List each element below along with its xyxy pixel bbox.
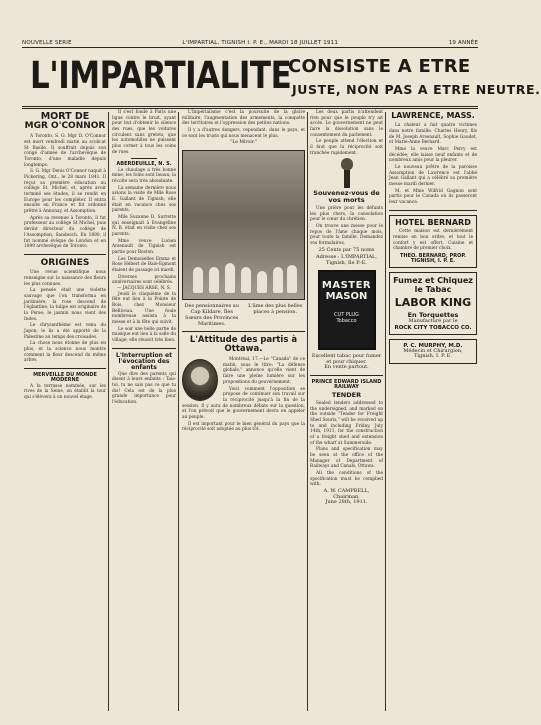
doctor-ad: [389, 339, 477, 364]
series-label: NOUVELLE SERIE: [22, 39, 72, 46]
headline-lawrence: LAWRENCE, MASS.: [391, 111, 475, 120]
photo-caption-2: L'âme des plus belles places à pension.: [248, 303, 303, 316]
hotel-ad: [389, 215, 477, 269]
separator: [24, 368, 106, 369]
article-aberdeuille: [112, 168, 176, 286]
paragraph: Cette maison est dernièrement remise en bon ordre, et tout le confort y est offert. Cuisine et chambre de premier choix.: [393, 229, 473, 252]
doctor-details: Médecin et Chirurgien, Tignish, I. P. E.: [403, 347, 463, 360]
tobacco-tin-ad: [318, 270, 376, 350]
article-imperialisme: [182, 110, 305, 139]
masthead: [22, 50, 541, 106]
paragraph: Sealed tenders addressed to the undersigned, and marked on the outside "Tender for Freight Shed Souris," will be received up to and including Friday, July 14th, 1911, for the construction of a freight shed and extension of the wharf at Summerside.: [310, 401, 383, 446]
photo-captions: [182, 300, 305, 327]
headline-railway: PRINCE EDWARD ISLAND RAILWAY: [311, 378, 382, 390]
headline-tender: TENDER: [331, 391, 362, 400]
hotel-ad-text: [393, 229, 473, 252]
ad-line-2: le Tabac: [414, 285, 452, 295]
paragraph: Il s'est fondé à Paris une ligue contre le bruit, ayant pour but d'obtenir le silence des rues, que les voitures circulent sans grelots, que les automobiles ne puissent plus corner à tous les coins de rues.: [112, 110, 176, 155]
price-line: 25 Cents par 75 noms: [318, 246, 375, 253]
ad-brand-1: MASTER: [321, 280, 372, 292]
masthead-rule-2: [22, 108, 478, 109]
paragraph: S. G. Mgr Denis O'Connor naquit à Pickering, Ont., le 28 mars 1841. Il reçut sa première éducation au collège St. Michel, et, après avoir terminé ses études, il se rendit en Europe pour les compléter. Il entra ensuite en France et fut ordonné prêtre à Annonay, et Assomption.: [24, 169, 106, 215]
signature: "Le Miroir.": [230, 140, 257, 146]
headline-souvenez: Souvenez-vous de vos morts: [313, 189, 380, 205]
ad-maker: ROCK CITY TOBACCO CO.: [394, 324, 472, 331]
ad-caption-2: En vente partout.: [324, 364, 369, 371]
ad-line-1: Fumez et Chiquez: [393, 276, 473, 286]
address-line: Adresse : L'IMPARTIAL, Tignish, Ile P.-E.: [316, 254, 377, 266]
motto-line-2: JUSTE, NON PAS A ETRE NEUTRE.: [292, 82, 541, 97]
article-interruption: [112, 372, 176, 406]
year-label: 19 ANNÉE: [448, 39, 478, 46]
separator: [182, 331, 305, 332]
article-ligue: [112, 110, 176, 155]
article-oconnor: [24, 134, 106, 249]
article-origines: [24, 270, 106, 364]
group-photo: [182, 150, 305, 300]
ad-product: CUT PLUG: [334, 312, 359, 319]
signature-date: June 28th, 1911.: [325, 499, 368, 506]
signature: — JACQUES ARSE, N. S.: [117, 286, 171, 292]
paragraph: Que dire des parents qui disent à leurs enfants : Tais-toi, tu ne sais pas ce que tu dis! Cela est de la plus grande importance pour l'éducation.: [112, 371, 176, 406]
paragraph: A la terrasse nommée, sur les rives de la Seine, on établit la tour qui s'élèvera à un nouvel étage.: [24, 383, 106, 400]
column-2: [112, 110, 176, 713]
headline-merveille: MERVEILLE DU MONDE MODERNE: [33, 372, 97, 384]
signature: A. W. CAMPBELL, Chairman.: [323, 488, 370, 500]
paragraph: La chaleur a fait quatre victimes dans notre famille. Charles Henry, fils de M. Joseph Arsenault, Sophie Gaudet, et Marie-Anne Bernard.: [389, 123, 477, 146]
hotel-proprietor: THEO. BERNARD, PROP. TIGNISH, I. P. E.: [400, 252, 466, 265]
column-3: [182, 110, 305, 713]
paragraph: Les deux partis n'attendent rien pour que le peuple n'y ait accès. Le gouvernement ne peut faire la dissolution sans le consentement du parlement.: [310, 110, 383, 138]
paragraph: Le nouveau prêtre de la paroisse Assomption de Lawrence est l'abbé Jean Gallant qui a célébré sa première messe mardi dernier.: [389, 165, 477, 188]
article-ottawa: [182, 357, 305, 433]
paragraph: Mlle Suzanne D. Surrette qui enseignait à Evangéline N. B. était en visite chez ses parents.: [112, 215, 176, 238]
paragraph: A Toronto, S. G. Mgr D. O'Connor est mort vendredi matin au scolicat St Basile. Il souffrait depuis son congé d'année de l'archevêque de Toronto, d'une maladie depuis longtemps.: [24, 134, 106, 168]
headline-origines: ORIGINES: [40, 257, 90, 268]
issue-line: L'IMPARTIAL, TIGNISH I. P. E., MARDI 18 JUILLET 1911: [182, 39, 339, 46]
header-strip: [22, 38, 478, 47]
paragraph: Le chaulage a très bonne mine; les foins sont beaux; la récolte sera très abondante.: [112, 167, 176, 184]
paragraph: Une prière pour les défunts les plus chers, la consolation pour le cœur du chrétien.: [310, 206, 383, 223]
newspaper-title: L'IMPARTIALITE: [30, 54, 292, 98]
ad-brand: LABOR KING: [394, 296, 472, 310]
ad-line-5: Manufacturé par le: [408, 318, 458, 325]
ad-brand-2: MASON: [325, 291, 368, 303]
portrait-photo: [182, 359, 218, 401]
column-1: [24, 110, 106, 713]
article-lawrence: [389, 123, 477, 205]
paragraph: La pensée était une violette sauvage que l'on transforma en jardinière; la rose descend de l'églantine; la tulipe est originaire de la Perse; le jasmin nous vient des Indes.: [24, 288, 106, 322]
headline-hotel: HOTEL BERNARD: [395, 217, 471, 227]
paragraph: Il y a d'autres dangers, cependant, dans le pays, et ce sont les trusts qui nous menacent le plus.: [182, 128, 305, 139]
article-fete: [112, 292, 176, 344]
headline-ottawa: L'Attitude des partis à Ottawa.: [189, 335, 298, 355]
paragraph: Voici comment l'opposition se propose de continuer son travail sur la réciprocité jusqu'à la fin de la session. Il y aura de nombreux débats sur la question, et l'on prévoit que le gouvernement devra en appeler au peuple.: [182, 386, 305, 420]
paragraph: Montréal, 17.—Le "Canada" de ce matin, sous le titre: "La défense globale," annonce qu'elle vient de faire une pleine lumière sur les propositions du gouvernement.: [223, 357, 305, 385]
article-merveille: [24, 384, 106, 401]
masthead-rule: [22, 106, 478, 107]
labor-king-ad: [389, 272, 477, 335]
paragraph: Le chrysanthème est venu du Japon; le lis a été apporté de la Palestine au temps des croisades.: [24, 323, 106, 340]
ad-product-2: Tobacco: [336, 318, 357, 325]
paragraph: Plans and specification may be seen at the office of the Manager of Department of Railways and Canals, Ottawa.: [310, 447, 383, 470]
motto-line-1: CONSISTE A ETRE: [288, 56, 471, 77]
photo-caption: Des pensionnaires au Cap Kildare, Îles Sœurs des Provinces Maritimes.: [184, 303, 239, 328]
headline-interruption: L'Interruption et l'évocation des enfants: [116, 351, 172, 372]
headline-oconnor-2: MGR O'CONNOR: [24, 120, 106, 131]
paragraph: Diverses prochains anniversaires sont célébrés.: [112, 274, 176, 286]
doctor-name: P. C. MURPHY, M.D.: [403, 342, 463, 349]
paragraph: Le peuple attend l'élection et il faut que la réciprocité soit tranchée rapidement.: [310, 139, 383, 156]
article-partis: [310, 110, 383, 156]
column-4: [310, 110, 383, 713]
paragraph: Après sa revenue à Toronto, il fut professeur au collège St Michel, puis devint directeur du collège de l'Assomption, Sandwich. En 1890, il fut nommé évêque de London et en 1899 archevêque de Toronto.: [24, 215, 106, 250]
paragraph: On trouve une messe pour le repos de l'âme chaque mois, pour toute la famille. Demandez vos formulaires.: [310, 224, 383, 247]
paragraph: Une revue scientifique nous renseigne sur la naissance des fleurs les plus connues.: [24, 270, 106, 287]
separator: [389, 210, 477, 211]
article-souvenez: [310, 206, 383, 247]
separator: [112, 348, 176, 349]
paragraph: All the conditions of the specification must be complied with.: [310, 471, 383, 488]
paragraph: Jeudi le cinquième de la fête eut lieu à la Pointe de Bois, chez Monsieur Belliveau. Une foule nombreuse assista à la messe et à la fête qui suivit.: [112, 291, 176, 326]
paragraph: Mme la veuve Marc Perry est décédée; elle laisse neuf enfants et de nombreux amis pour la pleurer.: [389, 147, 477, 164]
headline-aberdeuille: ABERDEUILLE, N. S.: [116, 161, 172, 168]
separator: [24, 254, 106, 255]
paragraph: Mme veuve Lucien Arsenault de Tignish est partie pour Boston.: [112, 238, 176, 256]
paragraph: La semaine dernière nous avions la visite de Mlle Rose E. Gallant de Tignish; elle était en vacance chez ses parents.: [112, 185, 176, 214]
paragraph: M. et Mme Wilfrid Gagnon sont partis pour le Canada où ils passeront leur vacance.: [389, 188, 477, 206]
separator: [310, 375, 383, 376]
separator: [131, 158, 157, 159]
paragraph: Les Demoiselles Emma et Rose Hébert de Baie-Egmont étaient de passage ici mardi.: [112, 256, 176, 274]
paragraph: La chose nous étonne de plus en plus, et la science nous montre comment la fleur descend du même arbre.: [24, 341, 106, 364]
column-5: [389, 110, 477, 713]
ad-line-4: En Torquettes: [407, 311, 459, 320]
header-rule: [22, 47, 478, 48]
ad-caption: Excellent tabac pour fumer et pour chiquer.: [311, 353, 382, 365]
paragraph: Il est important pour le bien général du pays que la réciprocité soit adoptée au plus tôt.: [182, 421, 305, 433]
paragraph: L'Impérialisme c'est la poursuite de la gloire militaire, l'augmentation des armements, la conquête des territoires et l'oppression des petites nations.: [182, 110, 305, 127]
paragraph: Le soir une belle partie de musique eut lieu à la salle du village; elle réussit très bien.: [112, 326, 176, 344]
columns: [22, 110, 478, 713]
article-tender: [310, 401, 383, 488]
headline-oconnor: MORT DE: [40, 111, 90, 122]
torch-icon: [338, 158, 356, 188]
